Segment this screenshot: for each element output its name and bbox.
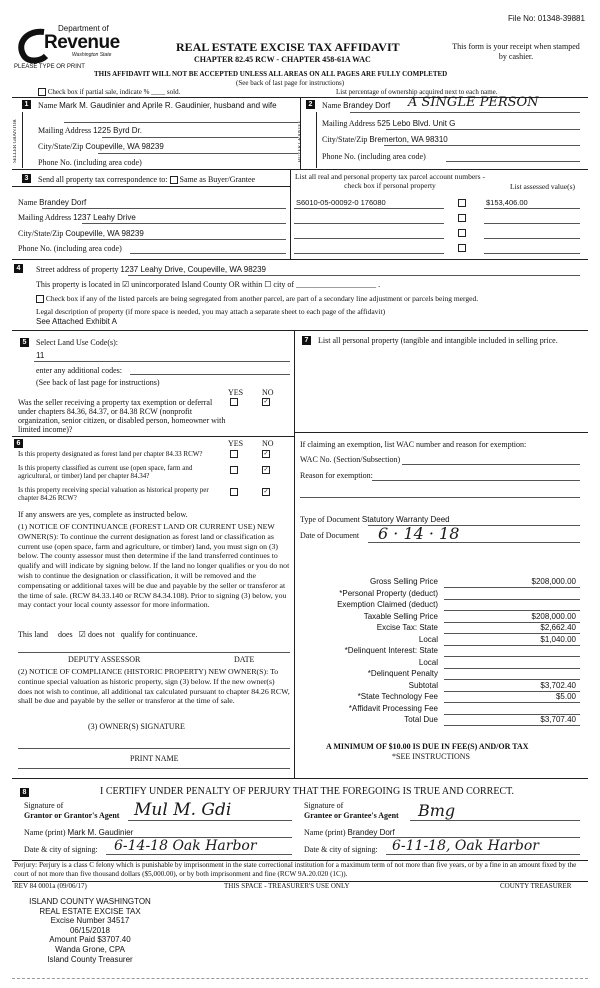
grantee-name[interactable]: Brandey Dorf [347,828,395,837]
grantee-agent: Grantee or Grantee's Agent [304,811,399,820]
notice-compliance: (2) NOTICE OF COMPLIANCE (HISTORIC PROPERTY) NEW OWNER(S): To continue special valuation as historic property, sign (3) below. If the new owner(s) does not wish to continue, all additional tax calculated pursuant to chapter 84.26 RCW, shall be due and payable by the seller or transferor at the time of sale. [18,667,290,706]
buyer-phone[interactable]: Phone No. (including area code) [322,152,426,161]
stamp-line: Wanda Grone, CPA [55,944,125,954]
tax-label: Subtotal [408,680,438,690]
seller-name-row: Name Mark M. Gaudinier and Aprile R. Gaudinier, husband and wife [38,101,277,110]
notice-continuance: (1) NOTICE OF CONTINUANCE (FOREST LAND OR CURRENT USE) NEW OWNER(S): To continue the current designation as forest land or classification as current use (open space, farm and agriculture, or timber) land, you must sign on (3) below. The county assessor must then determine if the land transferred continues to qualify and will indicate by signing below. If the land no longer qualifies or you do not wish to continue the designation or classification, it will be removed and the compensating or additional taxes will be due and payable by the seller or transferor at the time of sale. (RCW 84.33.140 or RCW 84.34.108). Prior to signing (3) below, you may contact your local county assessor for more information. [18,522,290,610]
exemption-yes-checkbox[interactable] [230,398,238,406]
located-row: This property is located in ☑ unincorporated Island County OR within ☐ city of ____________________ . [36,280,381,289]
tax-underline [444,645,580,646]
perjury-note: Perjury: Perjury is a class C felony which is punishable by imprisonment in the state correctional institution for a maximum term of not more than five years, or by a fine in an amount fixed by the court of not more than five thousand dollars ($5,000.00), or by both imprisonment and fine (RCW 9A.20.020 (1C)). [14,861,577,878]
buyer-name-row: Name Brandey Dorf [322,101,391,110]
min-due: A MINIMUM OF $10.00 IS DUE IN FEE(S) AND/OR TAX [326,742,529,751]
please-type: PLEASE TYPE OR PRINT [14,64,85,70]
corr-name-row: Name Brandey Dorf [18,198,87,207]
grantee-signature[interactable]: Bmg [418,801,456,820]
logo-dept: Department of [58,24,109,33]
tax-underline [444,656,580,657]
grantor-date-label: Date & city of signing: [24,845,98,854]
forest-q1-yes[interactable] [230,450,238,458]
seller-city[interactable]: Coupeville, WA 98239 [85,142,164,151]
yes-header-6: YES [228,439,244,448]
file-number: File No: 01348-39881 [508,14,585,23]
section-8-badge: 8 [20,788,29,797]
tax-value[interactable]: $208,000.00 [531,611,576,621]
tax-label: Excise Tax: State [376,623,438,632]
logo-state: Washington State [72,52,112,58]
stamp-line: Amount Paid $3707.40 [49,935,131,945]
doc-type-row: Type of Document Statutory Warranty Deed [300,515,450,524]
street-row: Street address of property 1237 Leahy Drive, Coupeville, WA 98239 [36,265,266,274]
legal-description[interactable]: See Attached Exhibit A [36,317,117,326]
forest-q3: Is this property receiving special valuation as historical property per chapter 84.26 RCW? [18,486,209,502]
buyer-address-row: Mailing Address 525 Lebo Blvd. Unit G [322,119,456,128]
section-7-badge: 7 [302,336,311,345]
tax-value[interactable]: $2,662.40 [540,623,576,632]
tax-underline [444,587,580,588]
buyer-city[interactable]: Bremerton, WA 98310 [369,135,448,144]
see-back: (See back of last page for instructions) [236,79,345,87]
tax-label: *Delinquent Penalty [367,669,438,678]
corr-name[interactable]: Brandey Dorf [39,198,87,207]
grantee-date-label: Date & city of signing: [304,845,378,854]
tax-label: *Affidavit Processing Fee [348,703,438,713]
section-5-badge: 5 [20,338,29,347]
forest-q3-yes[interactable] [230,488,238,496]
form-title: REAL ESTATE EXCISE TAX AFFIDAVIT [176,40,400,54]
grantor-name[interactable]: Mark M. Gaudinier [67,828,134,837]
forest-q1-no[interactable]: ✓ [263,451,269,457]
tax-underline [444,599,580,600]
no-header-6: NO [262,439,274,448]
county-treasurer: COUNTY TREASURER [500,882,572,890]
tax-label: Local [418,634,438,644]
grantee-date[interactable]: 6-11-18, Oak Harbor [392,838,539,854]
reason-label: Reason for exemption: [300,471,373,480]
tax-label: Total Due [404,715,438,724]
grantor-sig-label: Signature of [24,801,64,810]
if-yes-note: If any answers are yes, complete as instructed below. [18,510,188,519]
doc-date-label: Date of Document [300,531,360,540]
logo-name: Revenue [44,32,120,53]
land-use-label: Select Land Use Code(s): [36,338,118,347]
buyer-handwritten: A SINGLE PERSON [408,95,539,110]
tax-value[interactable]: $5.00 [555,692,576,701]
forest-q2-yes[interactable] [230,466,238,474]
seller-side-label: SELLER GRANTOR [13,119,18,163]
forest-q3-no[interactable]: ✓ [263,489,269,495]
tax-underline [444,668,580,669]
wac-label: WAC No. (Section/Subsection) [300,455,401,464]
stamp-line: REAL ESTATE EXCISE TAX [39,906,141,916]
tax-value[interactable]: $208,000.00 [531,577,576,586]
section-6-badge: 6 [14,439,23,448]
tax-value[interactable]: $3,702.40 [540,680,576,690]
same-as-buyer-checkbox[interactable] [170,176,178,184]
grantor-name-row: Name (print) Mark M. Gaudinier [24,828,134,837]
see-instructions: *SEE INSTRUCTIONS [392,752,471,761]
tax-label: Gross Selling Price [369,577,438,586]
assessed-header: List assessed value(s) [510,182,575,191]
doc-date[interactable]: 6 · 14 · 18 [378,524,460,543]
corr-city[interactable]: Coupeville, WA 98239 [65,229,144,238]
yes-header-5: YES [228,388,244,397]
personal-property-checkbox-1[interactable] [458,199,466,207]
partial-sale-checkbox[interactable] [38,88,46,96]
personal-property-checkbox-4[interactable] [458,244,466,252]
form-chapter: CHAPTER 82.45 RCW - CHAPTER 458-61A WAC [194,55,371,64]
buyer-address[interactable]: 525 Lebo Blvd. Unit G [377,119,456,128]
parcel-number[interactable]: S6010-05-00092-0 176080 [296,198,386,207]
dor-logo [14,24,134,64]
corr-phone[interactable]: Phone No. (including area code) [18,244,122,253]
print-name: PRINT NAME [130,754,179,763]
exemption-question: Was the seller receiving a property tax exemption or deferral under chapters 84.36, 84.37, or 84.38 RCW (nonprofit organization, senior citizen, or disabled person, homeowner with limited income)? [18,398,226,434]
tax-value[interactable]: $3,707.40 [540,715,576,724]
tax-label: Exemption Claimed (deduct) [337,600,438,609]
owner-signature: (3) OWNER(S) SIGNATURE [88,722,185,731]
exemption-no-checkbox[interactable]: ✓ [263,399,269,405]
tax-label: *State Technology Fee [357,692,438,701]
parcels-header: List all real and personal property tax parcel account numbers - check box if personal property [295,172,485,190]
seller-city-row: City/State/Zip Coupeville, WA 98239 [38,142,164,151]
forest-q1: Is this property designated as forest land per chapter 84.33 RCW? [18,450,203,458]
personal-property-label: List all personal property (tangible and intangible included in selling price. [318,336,558,345]
grantor-agent: Grantor or Grantor's Agent [24,811,120,820]
legal-label: Legal description of property (if more space is needed, you may attach a separate sheet to each page of the affidavit) [36,307,386,316]
tax-underline [444,725,580,726]
warning: THIS AFFIDAVIT WILL NOT BE ACCEPTED UNLESS ALL AREAS ON ALL PAGES ARE FULLY COMPLETED [94,70,448,78]
seller-address[interactable]: 1225 Byrd Dr. [93,126,143,135]
stamp-line: Excise Number 34517 [50,916,130,926]
buyer-city-row: City/State/Zip Bremerton, WA 98310 [322,135,448,144]
stamp-line: ISLAND COUNTY WASHINGTON [29,897,151,906]
assessor-date: DATE [234,655,255,664]
exemption-label: If claiming an exemption, list WAC number and reason for exemption: [300,440,527,449]
certify-text: I CERTIFY UNDER PENALTY OF PERJURY THAT THE FOREGOING IS TRUE AND CORRECT. [100,786,514,797]
corr-address[interactable]: 1237 Leahy Drive [73,213,136,222]
segregated-row: Check box if any of the listed parcels are being segregated from another parcel, are part of a secondary line adjustment or parcels being merged. [36,294,478,303]
grantor-signature[interactable]: Mul M. Gdi [134,800,232,820]
doc-type[interactable]: Statutory Warranty Deed [361,515,450,524]
corr-address-row: Mailing Address 1237 Leahy Drive [18,213,136,222]
tax-label: Taxable Selling Price [363,611,438,621]
additional-codes: enter any additional codes: [36,366,122,375]
treasurer-space: THIS SPACE - TREASURER'S USE ONLY [224,882,350,890]
forest-q2: Is this property classified as current use (open space, farm and agricultural, or timber) land per chapter 84.34? [18,464,193,480]
seller-phone[interactable]: Phone No. (including area code) [38,158,142,167]
tax-label: *Delinquent Interest: State [344,646,438,655]
tax-underline [444,702,580,703]
land-use-code[interactable]: 11 [36,351,45,360]
no-header-5: NO [262,388,274,397]
grantor-date[interactable]: 6-14-18 Oak Harbor [114,838,257,854]
buyer-name[interactable]: Brandey Dorf [343,101,391,110]
deputy-assessor: DEPUTY ASSESSOR [68,655,141,664]
buyer-side-label: BUYER GRANTEE [298,120,303,162]
tax-label: *Personal Property (deduct) [339,588,438,598]
ownership-note: List percentage of ownership acquired next to each name. [336,88,498,96]
grantee-name-row: Name (print) Brandey Dorf [304,828,395,837]
forest-q2-no[interactable]: ✓ [263,467,269,473]
tax-value[interactable]: $1,040.00 [540,634,576,644]
assessed-value[interactable]: $153,406.00 [486,198,528,207]
section-4-badge: 4 [14,264,23,273]
stamp-line: Island County Treasurer [47,954,133,964]
treasurer-stamp [20,897,160,964]
section-1-badge: 1 [22,100,31,109]
personal-property-checkbox-3[interactable] [458,229,466,237]
section-2-badge: 2 [306,100,315,109]
grantee-sig-label: Signature of [304,801,344,810]
receipt-note: This form is your receipt when stamped by cashier. [452,42,580,61]
land-use-see-back: (See back of last page for instructions) [36,378,160,387]
land-does-row: This land does ☑ does not qualify for continuance. [18,630,198,639]
correspondence-label: Send all property tax correspondence to: Same as Buyer/Grantee [38,175,256,184]
section-3-badge: 3 [22,174,31,183]
partial-sale-label: Check box if partial sale, indicate % ____ sold. [38,88,180,96]
corr-city-row: City/State/Zip Coupeville, WA 98239 [18,229,144,238]
street-address[interactable]: 1237 Leahy Drive, Coupeville, WA 98239 [120,265,266,274]
seller-address-row: Mailing Address 1225 Byrd Dr. [38,126,143,135]
personal-property-checkbox-2[interactable] [458,214,466,222]
rev-number: REV 84 0001a (09/06/17) [14,882,87,890]
tax-label: Local [418,657,438,667]
segregated-checkbox[interactable] [36,295,44,303]
stamp-line: 06/15/2018 [69,925,111,935]
seller-name[interactable]: Mark M. Gaudinier and Aprile R. Gaudinier, husband and wife [59,101,277,110]
